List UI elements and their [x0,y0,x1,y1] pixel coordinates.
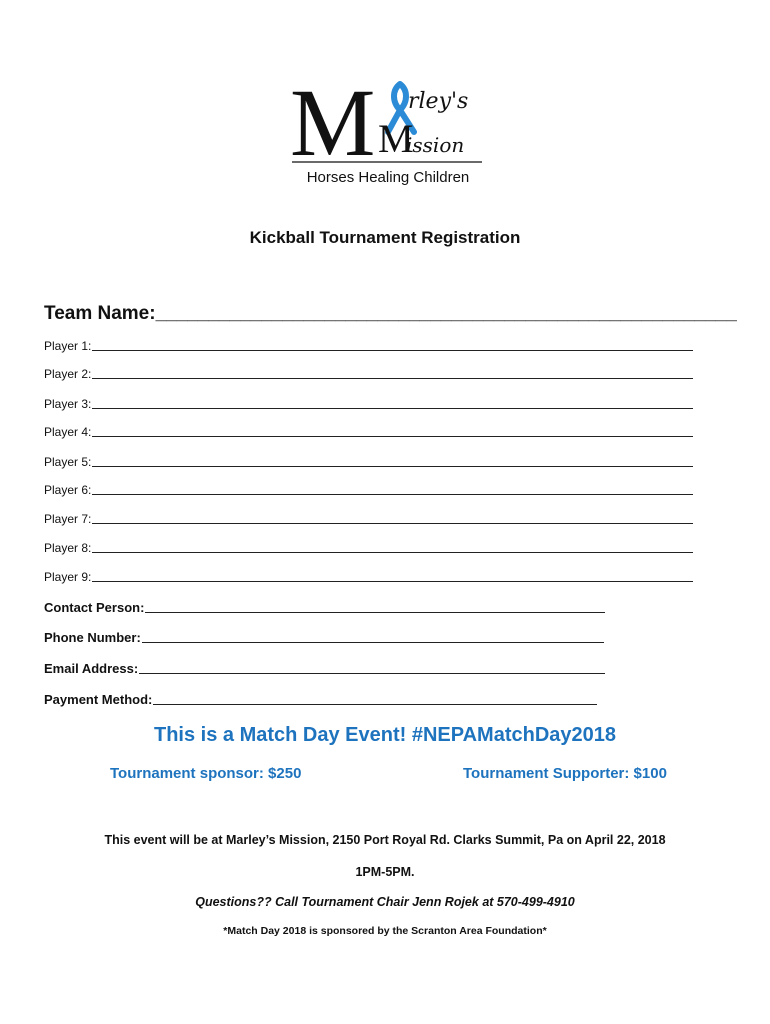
player-4-field[interactable] [44,425,693,439]
player-2-field[interactable] [44,367,693,381]
player-line[interactable] [92,465,693,467]
player-line[interactable] [92,493,693,495]
email-address-label: Email Address: [44,661,139,676]
team-name-field[interactable] [44,303,737,325]
player-1-field[interactable] [44,339,693,353]
team-name-blank[interactable]: _______________________________________________________ [155,303,737,324]
logo-big-m: M [290,70,376,176]
player-label: Player 5: [44,455,92,469]
logo-word-2: ission [406,133,465,157]
logo-graphic [288,70,488,188]
questions-contact: Questions?? Call Tournament Chair Jenn Rojek at 570-499-4910 [195,895,575,909]
payment-method-label: Payment Method: [44,692,153,707]
player-label: Player 3: [44,397,92,411]
marleys-mission-logo [288,70,488,188]
logo-word-1: rley's [408,89,469,114]
phone-number-field[interactable] [44,630,604,645]
player-label: Player 9: [44,570,92,584]
player-line[interactable] [92,551,693,553]
player-label: Player 4: [44,425,92,439]
player-line[interactable] [92,580,693,582]
player-6-field[interactable] [44,483,693,497]
match-day-headline: This is a Match Day Event! #NEPAMatchDay2018 [153,724,617,746]
email-address-field[interactable] [44,661,605,676]
logo-tagline: Horses Healing Children [306,169,470,186]
contact-person-label: Contact Person: [44,600,145,615]
player-line[interactable] [92,377,693,379]
tournament-supporter-price: Tournament Supporter: $100 [463,765,667,782]
payment-method-line[interactable] [153,703,597,705]
player-line[interactable] [92,349,693,351]
player-label: Player 1: [44,339,92,353]
player-label: Player 6: [44,483,92,497]
player-label: Player 7: [44,512,92,526]
player-label: Player 8: [44,541,92,555]
player-line[interactable] [92,522,693,524]
player-line[interactable] [92,435,693,437]
player-label: Player 2: [44,367,92,381]
match-day-footnote: *Match Day 2018 is sponsored by the Scranton Area Foundation* [223,925,547,937]
email-address-line[interactable] [139,672,605,674]
logo-small-m: M [378,116,414,161]
payment-method-field[interactable] [44,692,597,707]
phone-number-line[interactable] [142,641,604,643]
player-8-field[interactable] [44,541,693,555]
player-9-field[interactable] [44,570,693,584]
player-7-field[interactable] [44,512,693,526]
player-5-field[interactable] [44,455,693,469]
player-line[interactable] [92,407,693,409]
team-name-label: Team Name: [44,303,156,324]
event-location: This event will be at Marley’s Mission, 2150 Port Royal Rd. Clarks Summit, Pa on April 22, 2018 [104,833,666,847]
player-3-field[interactable] [44,397,693,411]
contact-person-line[interactable] [145,611,605,613]
phone-number-label: Phone Number: [44,630,141,645]
tournament-sponsor-price: Tournament sponsor: $250 [110,765,302,782]
form-title: Kickball Tournament Registration [249,228,521,247]
contact-person-field[interactable] [44,600,605,615]
event-time: 1PM-5PM. [355,865,415,879]
